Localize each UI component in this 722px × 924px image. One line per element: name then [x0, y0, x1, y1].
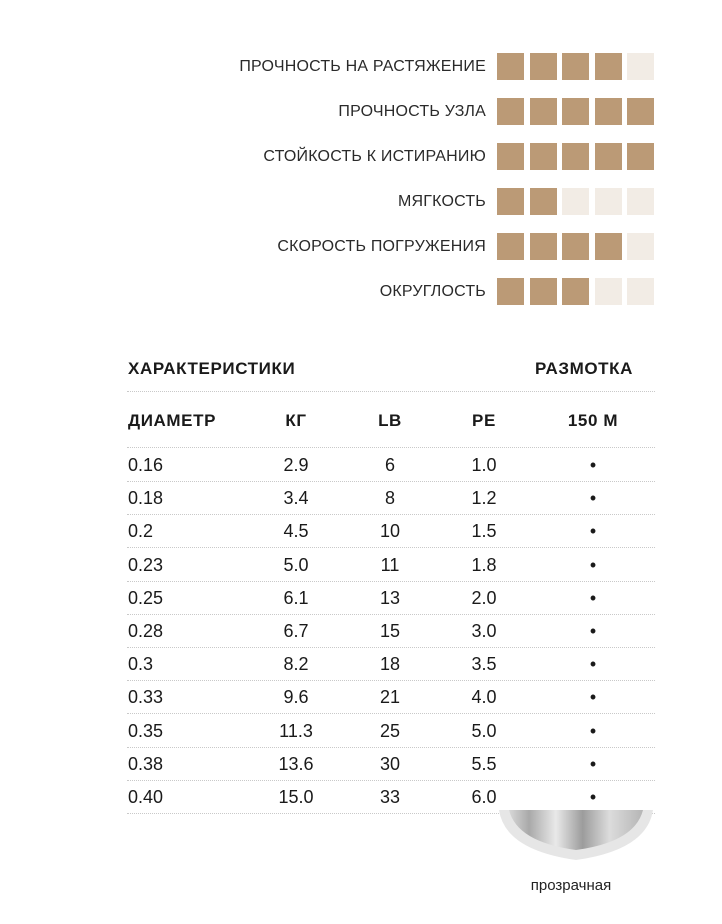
rating-square-empty [627, 278, 654, 305]
rating-row [0, 233, 722, 261]
cell-lb: 15 [379, 621, 401, 641]
row-divider [127, 680, 655, 681]
fishing-line-spool-icon [497, 810, 655, 862]
rating-square-filled [562, 233, 589, 260]
rating-label: СТОЙКОСТЬ К ИСТИРАНИЮ [263, 148, 486, 165]
cell-diameter: 0.28 [128, 621, 164, 641]
cell-lb: 6 [384, 455, 396, 475]
cell-pe: 1.5 [471, 521, 497, 542]
rating-square-empty [595, 278, 622, 305]
col-header-pe: PE [472, 411, 496, 430]
rating-square-filled [530, 53, 557, 80]
cell-lb: 33 [379, 787, 401, 807]
cell-lb: 10 [379, 521, 401, 542]
rating-square-filled [497, 188, 524, 215]
cell-150m: • [589, 753, 597, 774]
rating-row [0, 98, 722, 126]
cell-pe: 3.0 [471, 621, 497, 641]
rating-square-empty [627, 53, 654, 80]
divider [127, 391, 655, 392]
row-divider [127, 747, 655, 748]
cell-150m: • [589, 455, 597, 475]
rating-square-empty [595, 188, 622, 215]
row-divider [127, 481, 655, 482]
spool-title: РАЗМОТКА [535, 359, 633, 378]
rating-square-filled [530, 233, 557, 260]
rating-square-filled [530, 188, 557, 215]
cell-lb: 13 [379, 587, 401, 608]
row-divider [127, 713, 655, 714]
rating-square-filled [497, 143, 524, 170]
row-divider [127, 581, 655, 582]
rating-square-filled [530, 143, 557, 170]
cell-lb: 30 [379, 753, 401, 774]
cell-150m: • [589, 521, 597, 542]
rating-square-filled [497, 98, 524, 125]
rating-square-empty [627, 188, 654, 215]
cell-lb: 8 [384, 488, 396, 509]
cell-kg: 13.6 [278, 753, 314, 774]
rating-row [0, 188, 722, 216]
rating-square-filled [562, 278, 589, 305]
row-divider [127, 514, 655, 515]
col-header-diameter: ДИАМЕТР [128, 411, 217, 430]
cell-150m: • [589, 654, 597, 675]
cell-lb: 11 [380, 554, 400, 575]
rating-square-filled [497, 278, 524, 305]
cell-kg: 5.0 [283, 554, 309, 575]
cell-pe: 6.0 [471, 787, 497, 807]
rating-square-empty [562, 188, 589, 215]
rating-square-filled [595, 233, 622, 260]
cell-diameter: 0.38 [128, 753, 164, 774]
rating-square-filled [595, 98, 622, 125]
rating-square-filled [530, 278, 557, 305]
cell-diameter: 0.18 [128, 488, 164, 509]
rating-square-filled [595, 53, 622, 80]
rating-square-filled [497, 233, 524, 260]
cell-pe: 1.0 [471, 455, 497, 475]
rating-label: МЯГКОСТЬ [397, 193, 486, 210]
cell-150m: • [589, 488, 597, 509]
cell-kg: 4.5 [283, 521, 309, 542]
cell-kg: 11.3 [279, 720, 313, 741]
cell-diameter: 0.3 [128, 654, 154, 675]
rating-label: ОКРУГЛОСТЬ [379, 283, 486, 300]
rating-square-empty [627, 233, 654, 260]
cell-150m: • [589, 687, 597, 708]
rating-label: ПРОЧНОСТЬ НА РАСТЯЖЕНИЕ [239, 58, 486, 75]
cell-lb: 21 [379, 687, 401, 708]
cell-diameter: 0.40 [128, 787, 164, 807]
cell-pe: 2.0 [471, 587, 497, 608]
cell-pe: 1.2 [471, 488, 497, 509]
section-title: ХАРАКТЕРИСТИКИ [128, 359, 296, 378]
row-divider [127, 614, 655, 615]
cell-diameter: 0.35 [128, 720, 164, 741]
rating-square-filled [562, 98, 589, 125]
cell-kg: 8.2 [283, 654, 309, 675]
cell-lb: 25 [379, 720, 401, 741]
cell-pe: 5.5 [471, 753, 497, 774]
cell-diameter: 0.16 [128, 455, 164, 475]
col-header-kg: КГ [285, 411, 307, 430]
rating-square-filled [627, 98, 654, 125]
cell-150m: • [589, 787, 597, 807]
rating-square-filled [530, 98, 557, 125]
cell-diameter: 0.33 [128, 687, 164, 708]
cell-kg: 15.0 [278, 787, 314, 807]
spool-caption: прозрачная [530, 877, 612, 894]
cell-150m: • [589, 720, 597, 741]
col-header-lb: LB [378, 411, 402, 430]
row-divider [127, 780, 655, 781]
rating-square-filled [497, 53, 524, 80]
cell-150m: • [589, 587, 597, 608]
col-header-150m: 150 М [567, 411, 619, 430]
cell-kg: 6.1 [283, 587, 309, 608]
cell-lb: 18 [379, 654, 401, 675]
cell-diameter: 0.25 [128, 587, 164, 608]
cell-kg: 9.6 [283, 687, 309, 708]
rating-row [0, 143, 722, 171]
cell-diameter: 0.23 [128, 554, 164, 575]
rating-row [0, 53, 722, 81]
rating-square-filled [627, 143, 654, 170]
cell-kg: 2.9 [283, 455, 309, 475]
cell-150m: • [589, 621, 597, 641]
cell-pe: 3.5 [471, 654, 497, 675]
rating-square-filled [562, 53, 589, 80]
rating-label: ПРОЧНОСТЬ УЗЛА [338, 103, 486, 120]
cell-kg: 3.4 [283, 488, 309, 509]
cell-pe: 1.8 [471, 554, 497, 575]
row-divider [127, 547, 655, 548]
cell-150m: • [589, 554, 597, 575]
divider [127, 447, 655, 448]
rating-square-filled [562, 143, 589, 170]
row-divider [127, 647, 655, 648]
cell-diameter: 0.2 [128, 521, 154, 542]
cell-pe: 4.0 [471, 687, 497, 708]
rating-row [0, 278, 722, 306]
cell-kg: 6.7 [283, 621, 309, 641]
rating-square-filled [595, 143, 622, 170]
rating-label: СКОРОСТЬ ПОГРУЖЕНИЯ [277, 238, 486, 255]
cell-pe: 5.0 [471, 720, 497, 741]
